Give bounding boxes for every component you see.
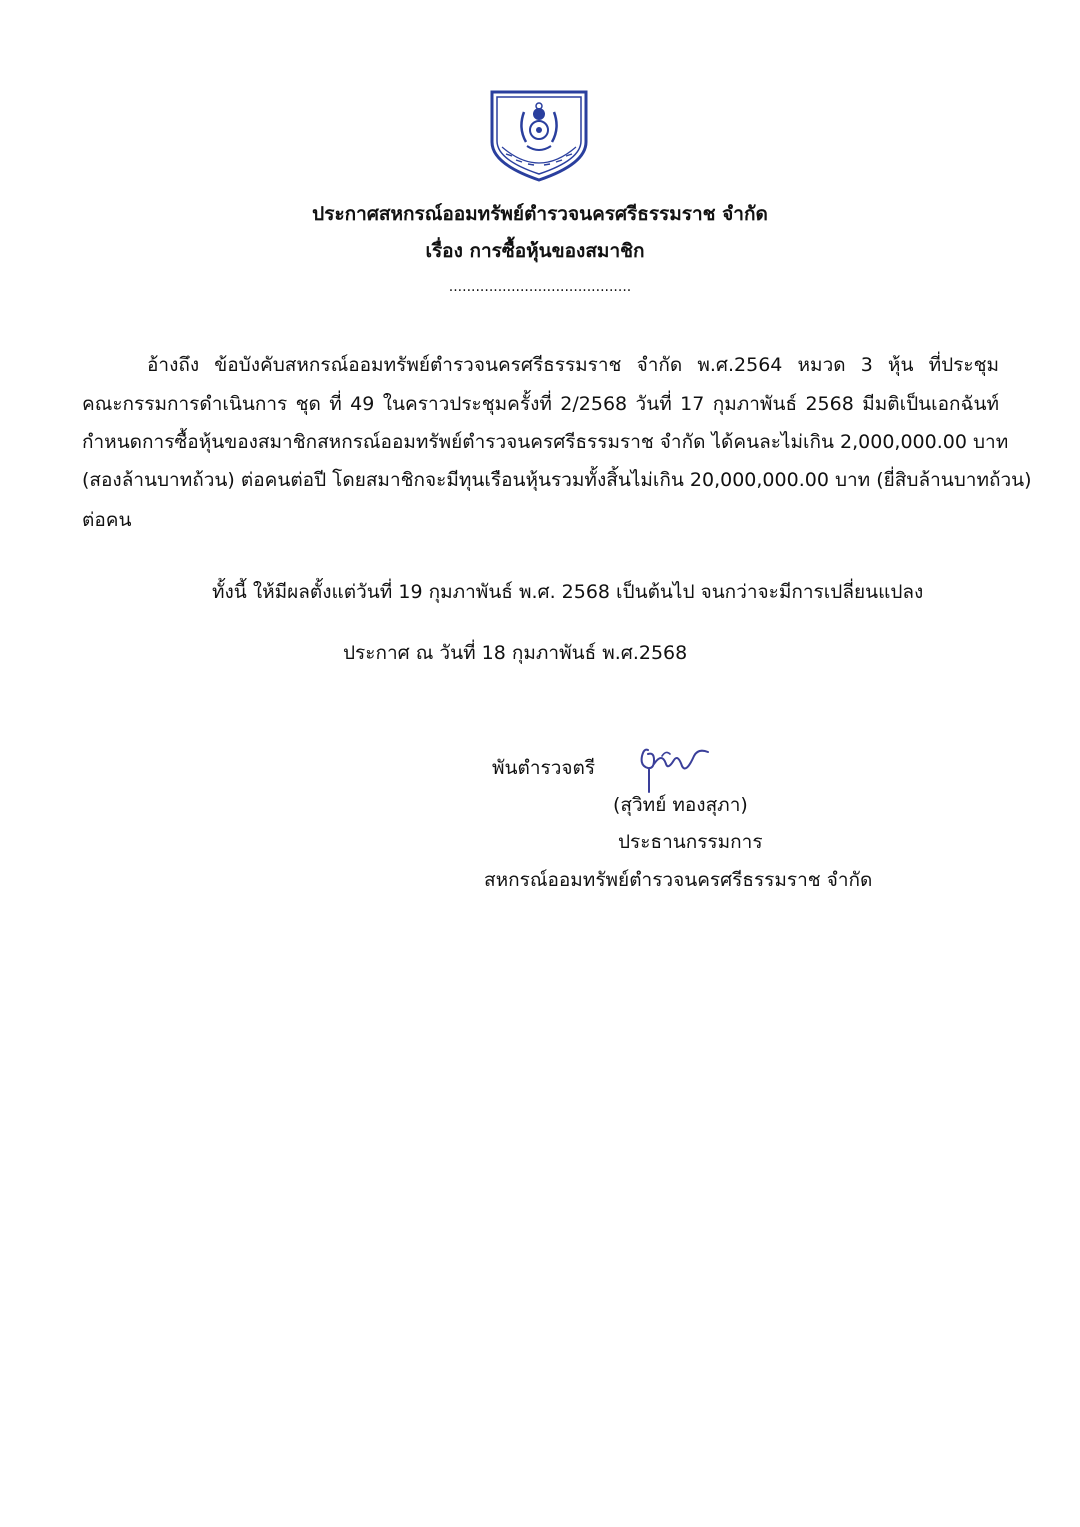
signatory-position: ประธานกรรมการ xyxy=(618,831,763,853)
handwritten-signature xyxy=(618,738,728,798)
signatory-organization: สหกรณ์ออมทรัพย์ตำรวจนครศรีธรรมราช จำกัด xyxy=(484,869,873,891)
title-divider: ......................................... xyxy=(448,279,632,295)
body-line-1: อ้างถึง ข้อบังคับสหกรณ์ออมทรัพย์ตำรวจนครศรีธรรมราช จำกัด พ.ศ.2564 หมวด 3 หุ้น ที่ประชุม xyxy=(147,354,999,376)
signatory-name: (สุวิทย์ ทองสุภา) xyxy=(613,794,748,816)
signatory-rank: พันตำรวจตรี xyxy=(492,757,596,779)
announcement-date: ประกาศ ณ วันที่ 18 กุมภาพันธ์ พ.ศ.2568 xyxy=(343,642,688,664)
body-line-2: คณะกรรมการดำเนินการ ชุด ที่ 49 ในคราวประชุมครั้งที่ 2/2568 วันที่ 17 กุมภาพันธ์ 2568 มีมติเป็นเอกฉันท์ xyxy=(82,393,999,415)
announcement-title: ประกาศสหกรณ์ออมทรัพย์ตำรวจนครศรีธรรมราช จำกัด xyxy=(312,203,768,225)
cooperative-seal-icon xyxy=(484,84,594,184)
announcement-subject: เรื่อง การซื้อหุ้นของสมาชิก xyxy=(425,240,645,262)
effective-date-statement: ทั้งนี้ ให้มีผลตั้งแต่วันที่ 19 กุมภาพันธ์ พ.ศ. 2568 เป็นต้นไป จนกว่าจะมีการเปลี่ยนแปลง xyxy=(212,581,924,603)
body-line-3: กำหนดการซื้อหุ้นของสมาชิกสหกรณ์ออมทรัพย์ตำรวจนครศรีธรรมราช จำกัด ได้คนละไม่เกิน 2,000,000.00 บาท xyxy=(82,431,1009,453)
body-line-4: (สองล้านบาทถ้วน) ต่อคนต่อปี โดยสมาชิกจะมีทุนเรือนหุ้นรวมทั้งสิ้นไม่เกิน 20,000,000.00 บาท (ยี่สิบล้านบาทถ้วน) xyxy=(82,469,1032,491)
body-line-5: ต่อคน xyxy=(82,509,132,531)
